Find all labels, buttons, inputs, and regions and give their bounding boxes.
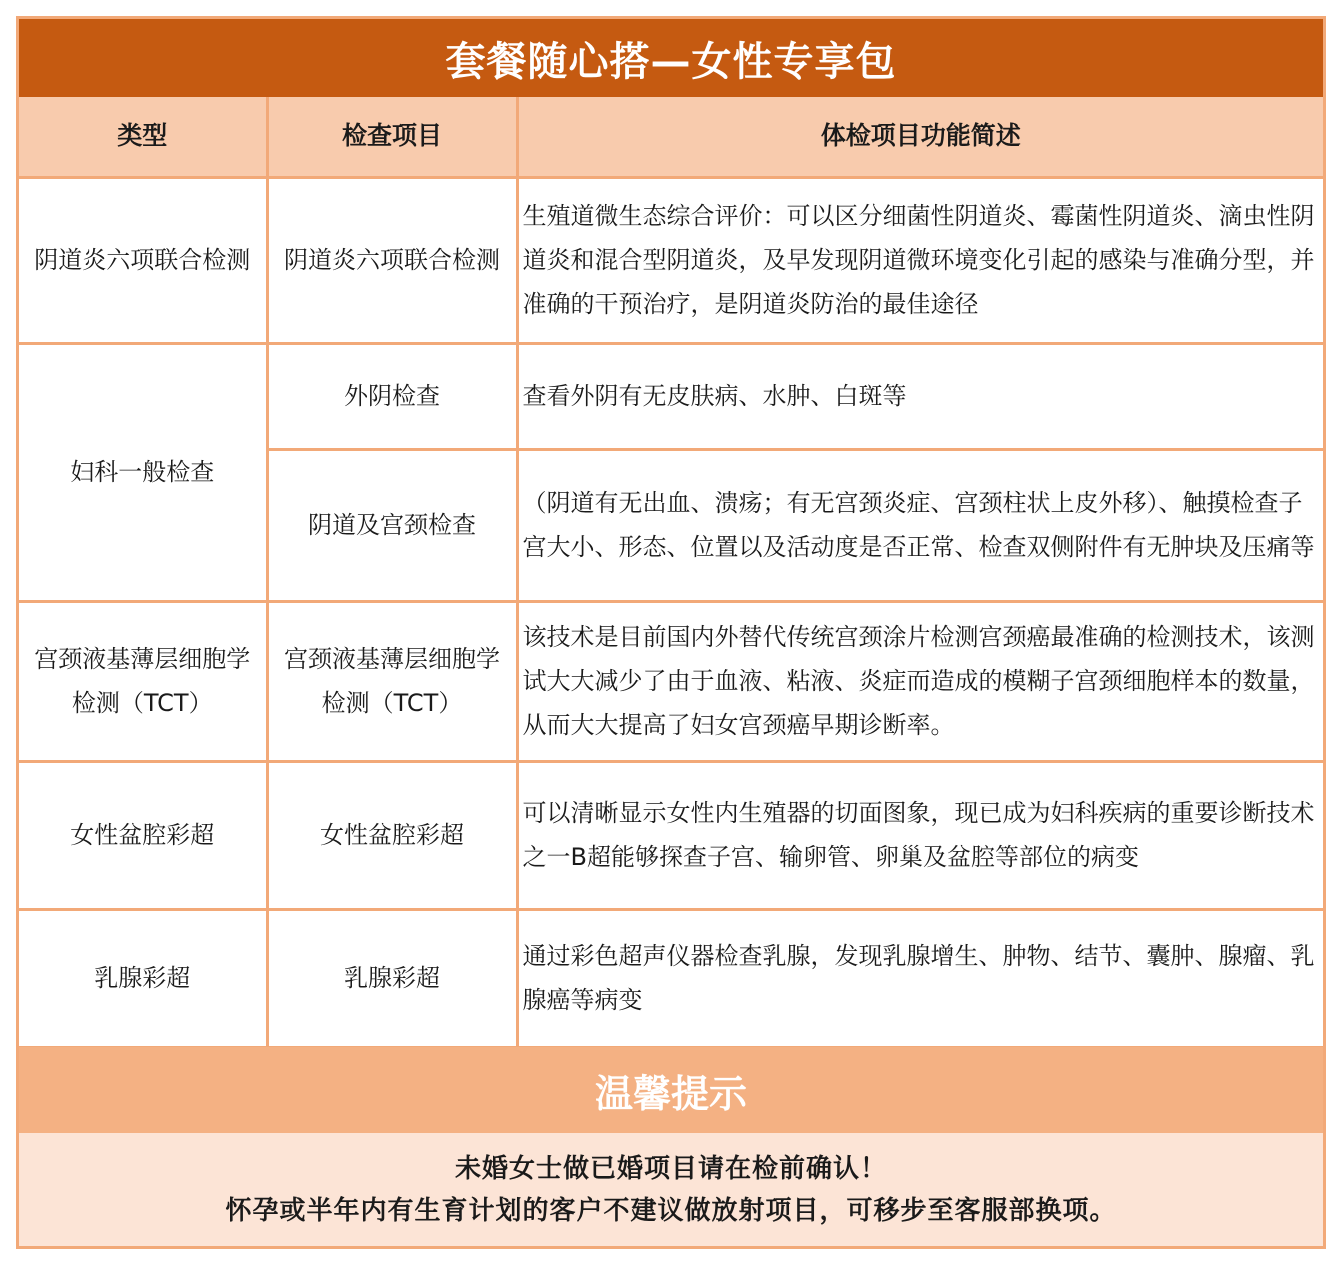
tip-line: 未婚女士做已婚项目请在检前确认！ bbox=[454, 1153, 887, 1184]
row-item: 宫颈液基薄层细胞学检测（TCT） bbox=[267, 601, 517, 761]
row-item: 女性盆腔彩超 bbox=[267, 761, 517, 909]
row-category: 妇科一般检查 bbox=[19, 343, 267, 601]
package-table bbox=[19, 97, 1323, 1049]
row-item: 乳腺彩超 bbox=[267, 909, 517, 1047]
row-description: 该技术是目前国内外替代传统宫颈涂片检测宫颈癌最准确的检测技术，该测试大大减少了由于血液、粘液、炎症而造成的模糊子宫颈细胞样本的数量，从而大大提高了妇女宫颈癌早期诊断率。 bbox=[517, 601, 1323, 761]
row-category: 女性盆腔彩超 bbox=[19, 761, 267, 909]
row-category: 阴道炎六项联合检测 bbox=[19, 177, 267, 343]
table-row bbox=[19, 761, 1323, 909]
row-description: 查看外阴有无皮肤病、水肿、白斑等 bbox=[517, 343, 1323, 449]
row-category: 宫颈液基薄层细胞学检测（TCT） bbox=[19, 601, 267, 761]
table-row bbox=[19, 177, 1323, 343]
row-description: 通过彩色超声仪器检查乳腺，发现乳腺增生、肿物、结节、囊肿、腺瘤、乳腺癌等病变 bbox=[517, 909, 1323, 1047]
header-category: 类型 bbox=[19, 97, 267, 177]
tip-line: 怀孕或半年内有生育计划的客户不建议做放射项目，可移步至客服部换项。 bbox=[225, 1195, 1117, 1226]
package-title: 套餐随心搭—女性专享包 bbox=[19, 19, 1323, 97]
row-item: 阴道炎六项联合检测 bbox=[267, 177, 517, 343]
row-item: 阴道及宫颈检查 bbox=[267, 449, 517, 601]
row-description: （阴道有无出血、溃疡；有无宫颈炎症、宫颈柱状上皮外移）、触摸检查子宫大小、形态、位置以及活动度是否正常、检查双侧附件有无肿块及压痛等 bbox=[517, 449, 1323, 601]
table-row bbox=[19, 343, 1323, 449]
table-row bbox=[19, 909, 1323, 1047]
row-description: 可以清晰显示女性内生殖器的切面图象，现已成为妇科疾病的重要诊断技术之一B超能够探查子宫、输卵管、卵巢及盆腔等部位的病变 bbox=[517, 761, 1323, 909]
tips-body bbox=[19, 1133, 1323, 1246]
tips-heading: 温馨提示 bbox=[19, 1047, 1323, 1133]
table-header-row bbox=[19, 97, 1323, 177]
header-description: 体检项目功能简述 bbox=[517, 97, 1323, 177]
header-item: 检查项目 bbox=[267, 97, 517, 177]
table-row bbox=[19, 601, 1323, 761]
package-card bbox=[16, 16, 1326, 1249]
row-category: 乳腺彩超 bbox=[19, 909, 267, 1047]
row-description: 生殖道微生态综合评价：可以区分细菌性阴道炎、霉菌性阴道炎、滴虫性阴道炎和混合型阴道炎，及早发现阴道微环境变化引起的感染与准确分型，并准确的干预治疗，是阴道炎防治的最佳途径 bbox=[517, 177, 1323, 343]
row-item: 外阴检查 bbox=[267, 343, 517, 449]
